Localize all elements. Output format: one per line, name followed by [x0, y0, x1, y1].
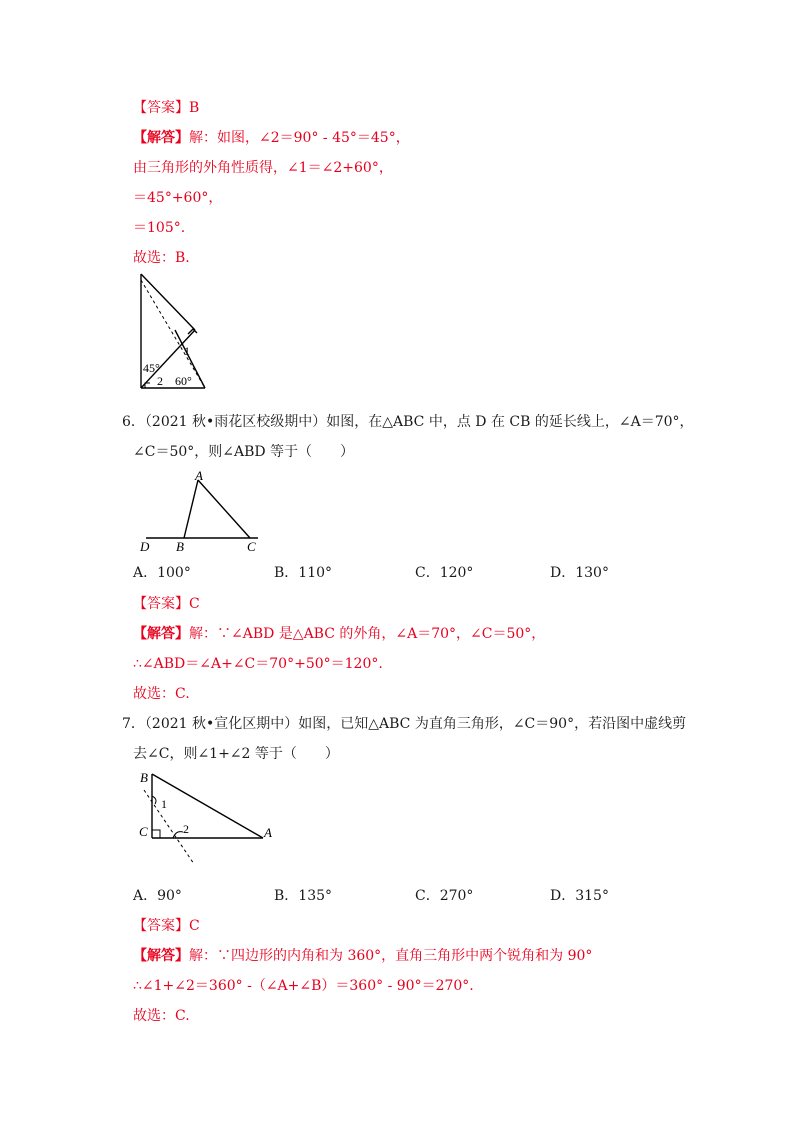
q7-right-triangle-figure: [138, 768, 283, 866]
vertex-label-c: C: [139, 824, 148, 839]
solution-text: 解：∵四边形的内角和为 360°，直角三角形中两个锐角和为 90°: [189, 948, 593, 964]
q6-solution-line-2: ∴∠ABD＝∠A+∠C＝70°+50°＝120°.: [133, 656, 383, 672]
side-ac: [198, 480, 250, 538]
right-angle-mark: [152, 830, 160, 838]
q6-option-d[interactable]: D．130°: [550, 565, 609, 581]
solution-label: 【解答】: [133, 626, 189, 642]
q7-option-a[interactable]: A．90°: [133, 888, 182, 904]
q7-option-c[interactable]: C．270°: [415, 888, 474, 904]
q5-solution-line-4: ＝105°.: [133, 220, 186, 236]
q6-option-c[interactable]: C．120°: [415, 565, 474, 581]
q5-answer: 【答案】B: [133, 100, 200, 116]
angle-label-60: 60°: [175, 374, 192, 388]
vertex-label-a: A: [195, 468, 203, 483]
q6-stem-line-1: 6．（2021 秋•雨花区校级期中）如图，在△ABC 中，点 D 在 CB 的延长线上，∠A＝70°，: [122, 414, 694, 430]
angle-label-1: 1: [184, 344, 190, 358]
q6-solution-line-1: [133, 624, 545, 644]
q7-solution-line-2: ∴∠1+∠2＝360° -（∠A+∠B）＝360° - 90°＝270°.: [133, 978, 474, 994]
q5-solution-line-1: [133, 128, 410, 148]
q7-solution-line-3: 故选：C.: [133, 1008, 190, 1024]
q7-stem-line-2: 去∠C，则∠1+∠2 等于（ ）: [133, 746, 339, 762]
q7-option-d[interactable]: D．315°: [550, 888, 609, 904]
q7-stem-line-1: 7．（2021 秋•宣化区期中）如图，已知△ABC 为直角三角形，∠C＝90°，若沿图中虚线剪: [122, 716, 687, 732]
q5-solution-line-5: 故选：B.: [133, 250, 190, 266]
angle-label-45: 45°: [143, 361, 160, 375]
angle-label-1: 1: [161, 797, 167, 811]
q6-answer: 【答案】C: [133, 596, 200, 612]
solution-text: 解：∵∠ABD 是△ABC 的外角，∠A＝70°，∠C＝50°，: [189, 626, 546, 642]
vertex-label-d: D: [140, 539, 150, 554]
side-ba: [152, 774, 263, 838]
angle-label-2: 2: [157, 374, 163, 388]
angle-arc-2: [173, 832, 183, 838]
vertex-label-a: A: [264, 825, 272, 840]
side-ab: [184, 480, 198, 538]
solution-label: 【解答】: [133, 948, 189, 964]
q6-option-b[interactable]: B．110°: [274, 565, 333, 581]
vertex-label-c: C: [247, 539, 256, 554]
vertex-label-b: B: [176, 539, 184, 554]
upper-hypotenuse: [141, 274, 195, 330]
q5-solution-line-2: 由三角形的外角性质得，∠1＝∠2+60°，: [133, 160, 393, 176]
q7-answer: 【答案】C: [133, 918, 200, 934]
q6-triangle-figure: [138, 468, 268, 554]
angle-label-2: 2: [183, 822, 189, 836]
q6-stem-line-2: ∠C＝50°，则∠ABD 等于（ ）: [133, 444, 355, 460]
solution-label: 【解答】: [133, 130, 189, 146]
solution-text: 解：如图，∠2＝90° - 45°＝45°，: [189, 130, 410, 146]
q5-set-square-figure: [135, 272, 215, 392]
q6-option-a[interactable]: A．100°: [133, 565, 191, 581]
q5-solution-line-3: ＝45°+60°，: [133, 190, 223, 206]
q7-option-b[interactable]: B．135°: [274, 888, 333, 904]
vertex-label-b: B: [140, 770, 148, 785]
q6-solution-line-3: 故选：C.: [133, 686, 190, 702]
q7-solution-line-1: [133, 946, 592, 966]
